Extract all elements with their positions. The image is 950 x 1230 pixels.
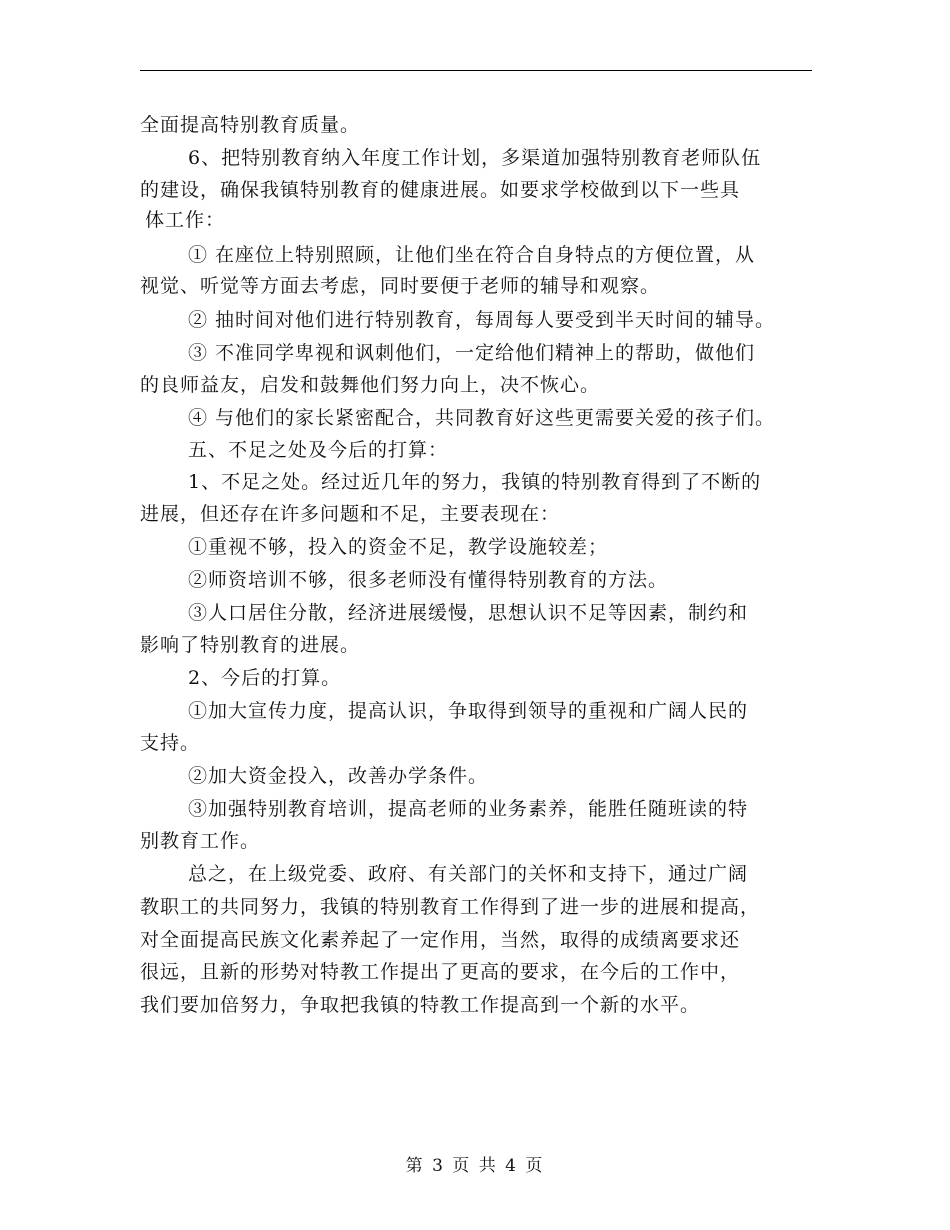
text-line: 2、今后的打算。 <box>188 667 342 689</box>
text-line: ①重视不够，投入的资金不足，教学设施较差； <box>188 536 609 558</box>
text-line: 别教育工作。 <box>140 830 261 852</box>
text-line: 全面提高特别教育质量。 <box>140 114 361 136</box>
text-line: ① 在座位上特别照顾，让他们坐在符合自身特点的方便位置，从 <box>188 244 756 266</box>
text-line: ④ 与他们的家长紧密配合，共同教育好这些更需要关爱的孩子们。 <box>188 407 776 429</box>
text-line: ①加大宣传力度，提高认识，争取得到领导的重视和广阔人民的 <box>188 700 749 722</box>
text-line: 进展，但还存在许多问题和不足，主要表现在： <box>140 503 561 525</box>
text-line: ③ 不准同学卑视和讽刺他们，一定给他们精神上的帮助，做他们 <box>188 342 756 364</box>
text-line: 我们要加倍努力，争取把我镇的特教工作提高到一个新的水平。 <box>140 994 701 1016</box>
text-line: 6、把特别教育纳入年度工作计划，多渠道加强特别教育老师队伍 <box>188 147 762 169</box>
text-line: 1、不足之处。经过近几年的努力，我镇的特别教育得到了不断的 <box>188 471 762 493</box>
section-heading: 五、不足之处及今后的打算： <box>188 439 449 461</box>
text-line: ② 抽时间对他们进行特别教育，每周每人要受到半天时间的辅导。 <box>188 309 776 331</box>
text-line: 的建设，确保我镇特别教育的健康进展。如要求学校做到以下一些具 <box>140 179 741 201</box>
text-line: 支持。 <box>140 732 201 754</box>
text-line: 总之，在上级党委、政府、有关部门的关怀和支持下，通过广阔 <box>188 863 749 885</box>
page-number: 第 3 页 共 4 页 <box>405 1156 545 1176</box>
text-line: ②师资培训不够，很多老师没有懂得特别教育的方法。 <box>188 569 669 591</box>
text-line: 对全面提高民族文化素养起了一定作用，当然，取得的成绩离要求还 <box>140 929 741 951</box>
text-line: 影响了特别教育的进展。 <box>140 634 361 656</box>
text-line: ③加强特别教育培训，提高老师的业务素养，能胜任随班读的特 <box>188 798 749 820</box>
text-line: 的良师益友，启发和鼓舞他们努力向上，决不恢心。 <box>140 374 601 396</box>
text-line: 体工作： <box>145 209 226 231</box>
text-line: ②加大资金投入，改善办学条件。 <box>188 765 489 787</box>
text-line: 很远，且新的形势对特教工作提出了更高的要求，在今后的工作中， <box>140 961 741 983</box>
text-line: 教职工的共同努力，我镇的特别教育工作得到了进一步的进展和提高， <box>140 896 761 918</box>
text-line: 视觉、听觉等方面去考虑，同时要便于老师的辅导和观察。 <box>140 275 661 297</box>
text-line: ③人口居住分散，经济进展缓慢，思想认识不足等因素，制约和 <box>188 602 749 624</box>
